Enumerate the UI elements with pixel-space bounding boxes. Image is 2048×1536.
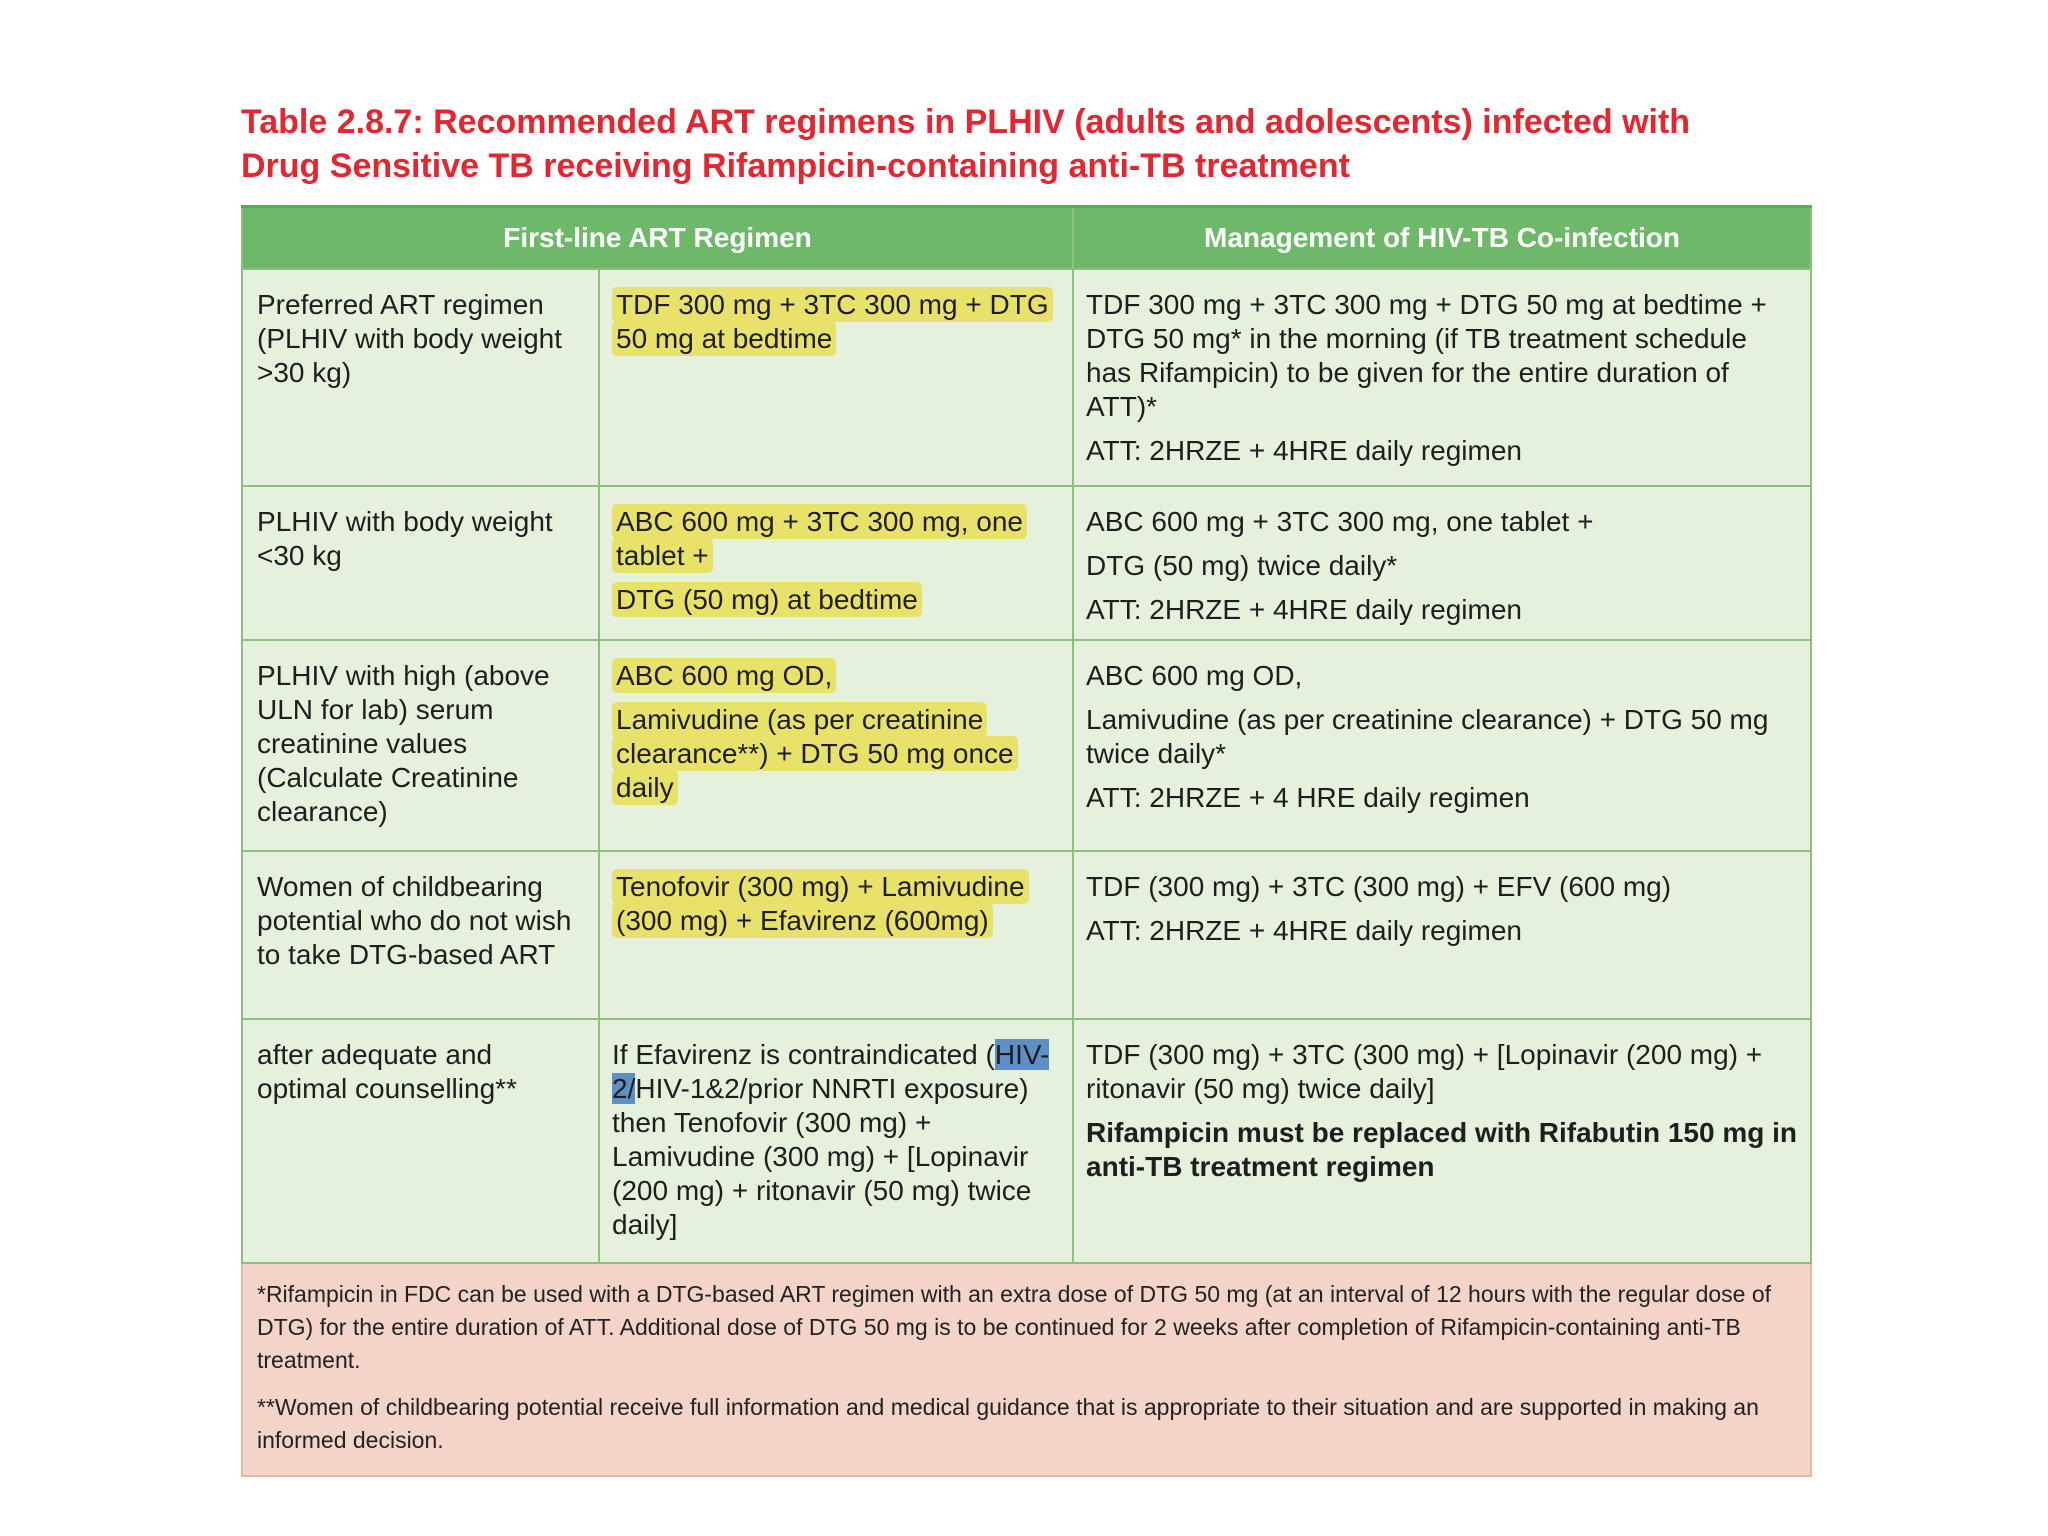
table-title-line-1: Table 2.8.7: Recommended ART regimens in PLHIV (adults and adolescents) infected with <box>241 103 1691 141</box>
regimen-cell <box>599 269 1073 486</box>
header-first-line-art-regimen: First-line ART Regimen <box>242 207 1073 270</box>
row-label: after adequate and optimal counselling** <box>242 1019 599 1263</box>
att-text: ATT: 2HRZE + 4HRE daily regimen <box>1086 915 1522 946</box>
selected-text[interactable]: HIV-2/ <box>612 1039 1050 1104</box>
table-row <box>242 640 1811 851</box>
att-text: ATT: 2HRZE + 4HRE daily regimen <box>1086 435 1522 466</box>
regimen-cell <box>599 486 1073 640</box>
table-row <box>242 269 1811 486</box>
management-text: TDF 300 mg + 3TC 300 mg + DTG 50 mg at bedtime + DTG 50 mg* in the morning (if TB treatment schedule has Rifampicin) to be given for the entire duration of ATT)* <box>1086 289 1767 422</box>
footnote-row <box>242 1263 1811 1476</box>
management-text: DTG (50 mg) twice daily* <box>1086 550 1398 581</box>
management-cell <box>1073 1019 1811 1263</box>
management-cell <box>1073 486 1811 640</box>
highlighted-regimen-text: ABC 600 mg + 3TC 300 mg, one tablet + <box>612 504 1027 573</box>
regimen-cell <box>599 640 1073 851</box>
highlighted-regimen-text: DTG (50 mg) at bedtime <box>612 582 922 617</box>
footnote-1: *Rifampicin in FDC can be used with a DTG-based ART regimen with an extra dose of DTG 50 mg (at an interval of 12 hours with the regular dose of DTG) for the entire duration of ATT. Additional dose of DTG 50 mg is to be continued for 2 weeks after completion of Rifampicin-containing anti-TB treatment. <box>257 1281 1772 1373</box>
rifabutin-warning: Rifampicin must be replaced with Rifabutin 150 mg in anti-TB treatment regimen <box>1086 1117 1798 1182</box>
management-cell <box>1073 269 1811 486</box>
header-management-hiv-tb: Management of HIV-TB Co-infection <box>1073 207 1811 270</box>
management-text: ABC 600 mg + 3TC 300 mg, one tablet + <box>1086 506 1594 537</box>
att-text: ATT: 2HRZE + 4HRE daily regimen <box>1086 594 1522 625</box>
table-row <box>242 851 1811 1019</box>
att-text: ATT: 2HRZE + 4 HRE daily regimen <box>1086 782 1530 813</box>
management-text: ABC 600 mg OD, <box>1086 660 1303 691</box>
table-row <box>242 1019 1811 1263</box>
regimen-text-end: HIV-1&2/prior NNRTI exposure) then Tenofovir (300 mg) + Lamivudine (300 mg) + [Lopinavir (200 mg) + ritonavir (50 mg) twice daily] <box>612 1073 1032 1240</box>
row-label: PLHIV with body weight <30 kg <box>242 486 599 640</box>
highlighted-regimen-text: TDF 300 mg + 3TC 300 mg + DTG 50 mg at bedtime <box>612 287 1053 356</box>
management-text: TDF (300 mg) + 3TC (300 mg) + EFV (600 mg) <box>1086 871 1672 902</box>
row-label: Preferred ART regimen (PLHIV with body weight >30 kg) <box>242 269 599 486</box>
highlighted-regimen-text: Lamivudine (as per creatinine clearance**) + DTG 50 mg once daily <box>612 702 1018 805</box>
row-label: Women of childbearing potential who do not wish to take DTG-based ART <box>242 851 599 1019</box>
management-cell <box>1073 851 1811 1019</box>
table-title-line-2: Drug Sensitive TB receiving Rifampicin-containing anti-TB treatment <box>241 147 1350 185</box>
header-row <box>242 207 1811 270</box>
art-regimen-table <box>241 205 1812 1477</box>
regimen-text-start: If Efavirenz is contraindicated ( <box>612 1039 995 1070</box>
management-text: TDF (300 mg) + 3TC (300 mg) + [Lopinavir (200 mg) + ritonavir (50 mg) twice daily] <box>1086 1039 1763 1104</box>
row-label: PLHIV with high (above ULN for lab) serum creatinine values (Calculate Creatinine clearance) <box>242 640 599 851</box>
footnotes-cell <box>242 1263 1811 1476</box>
footnote-2: **Women of childbearing potential receive full information and medical guidance that is appropriate to their situation and are supported in making an informed decision. <box>257 1394 1759 1453</box>
management-cell <box>1073 640 1811 851</box>
highlighted-regimen-text: ABC 600 mg OD, <box>612 658 836 693</box>
regimen-cell <box>599 1019 1073 1263</box>
table-row <box>242 486 1811 640</box>
highlighted-regimen-text: Tenofovir (300 mg) + Lamivudine (300 mg) + Efavirenz (600mg) <box>612 869 1029 938</box>
management-text: Lamivudine (as per creatinine clearance) + DTG 50 mg twice daily* <box>1086 704 1769 769</box>
regimen-cell <box>599 851 1073 1019</box>
table-title <box>241 100 1821 188</box>
